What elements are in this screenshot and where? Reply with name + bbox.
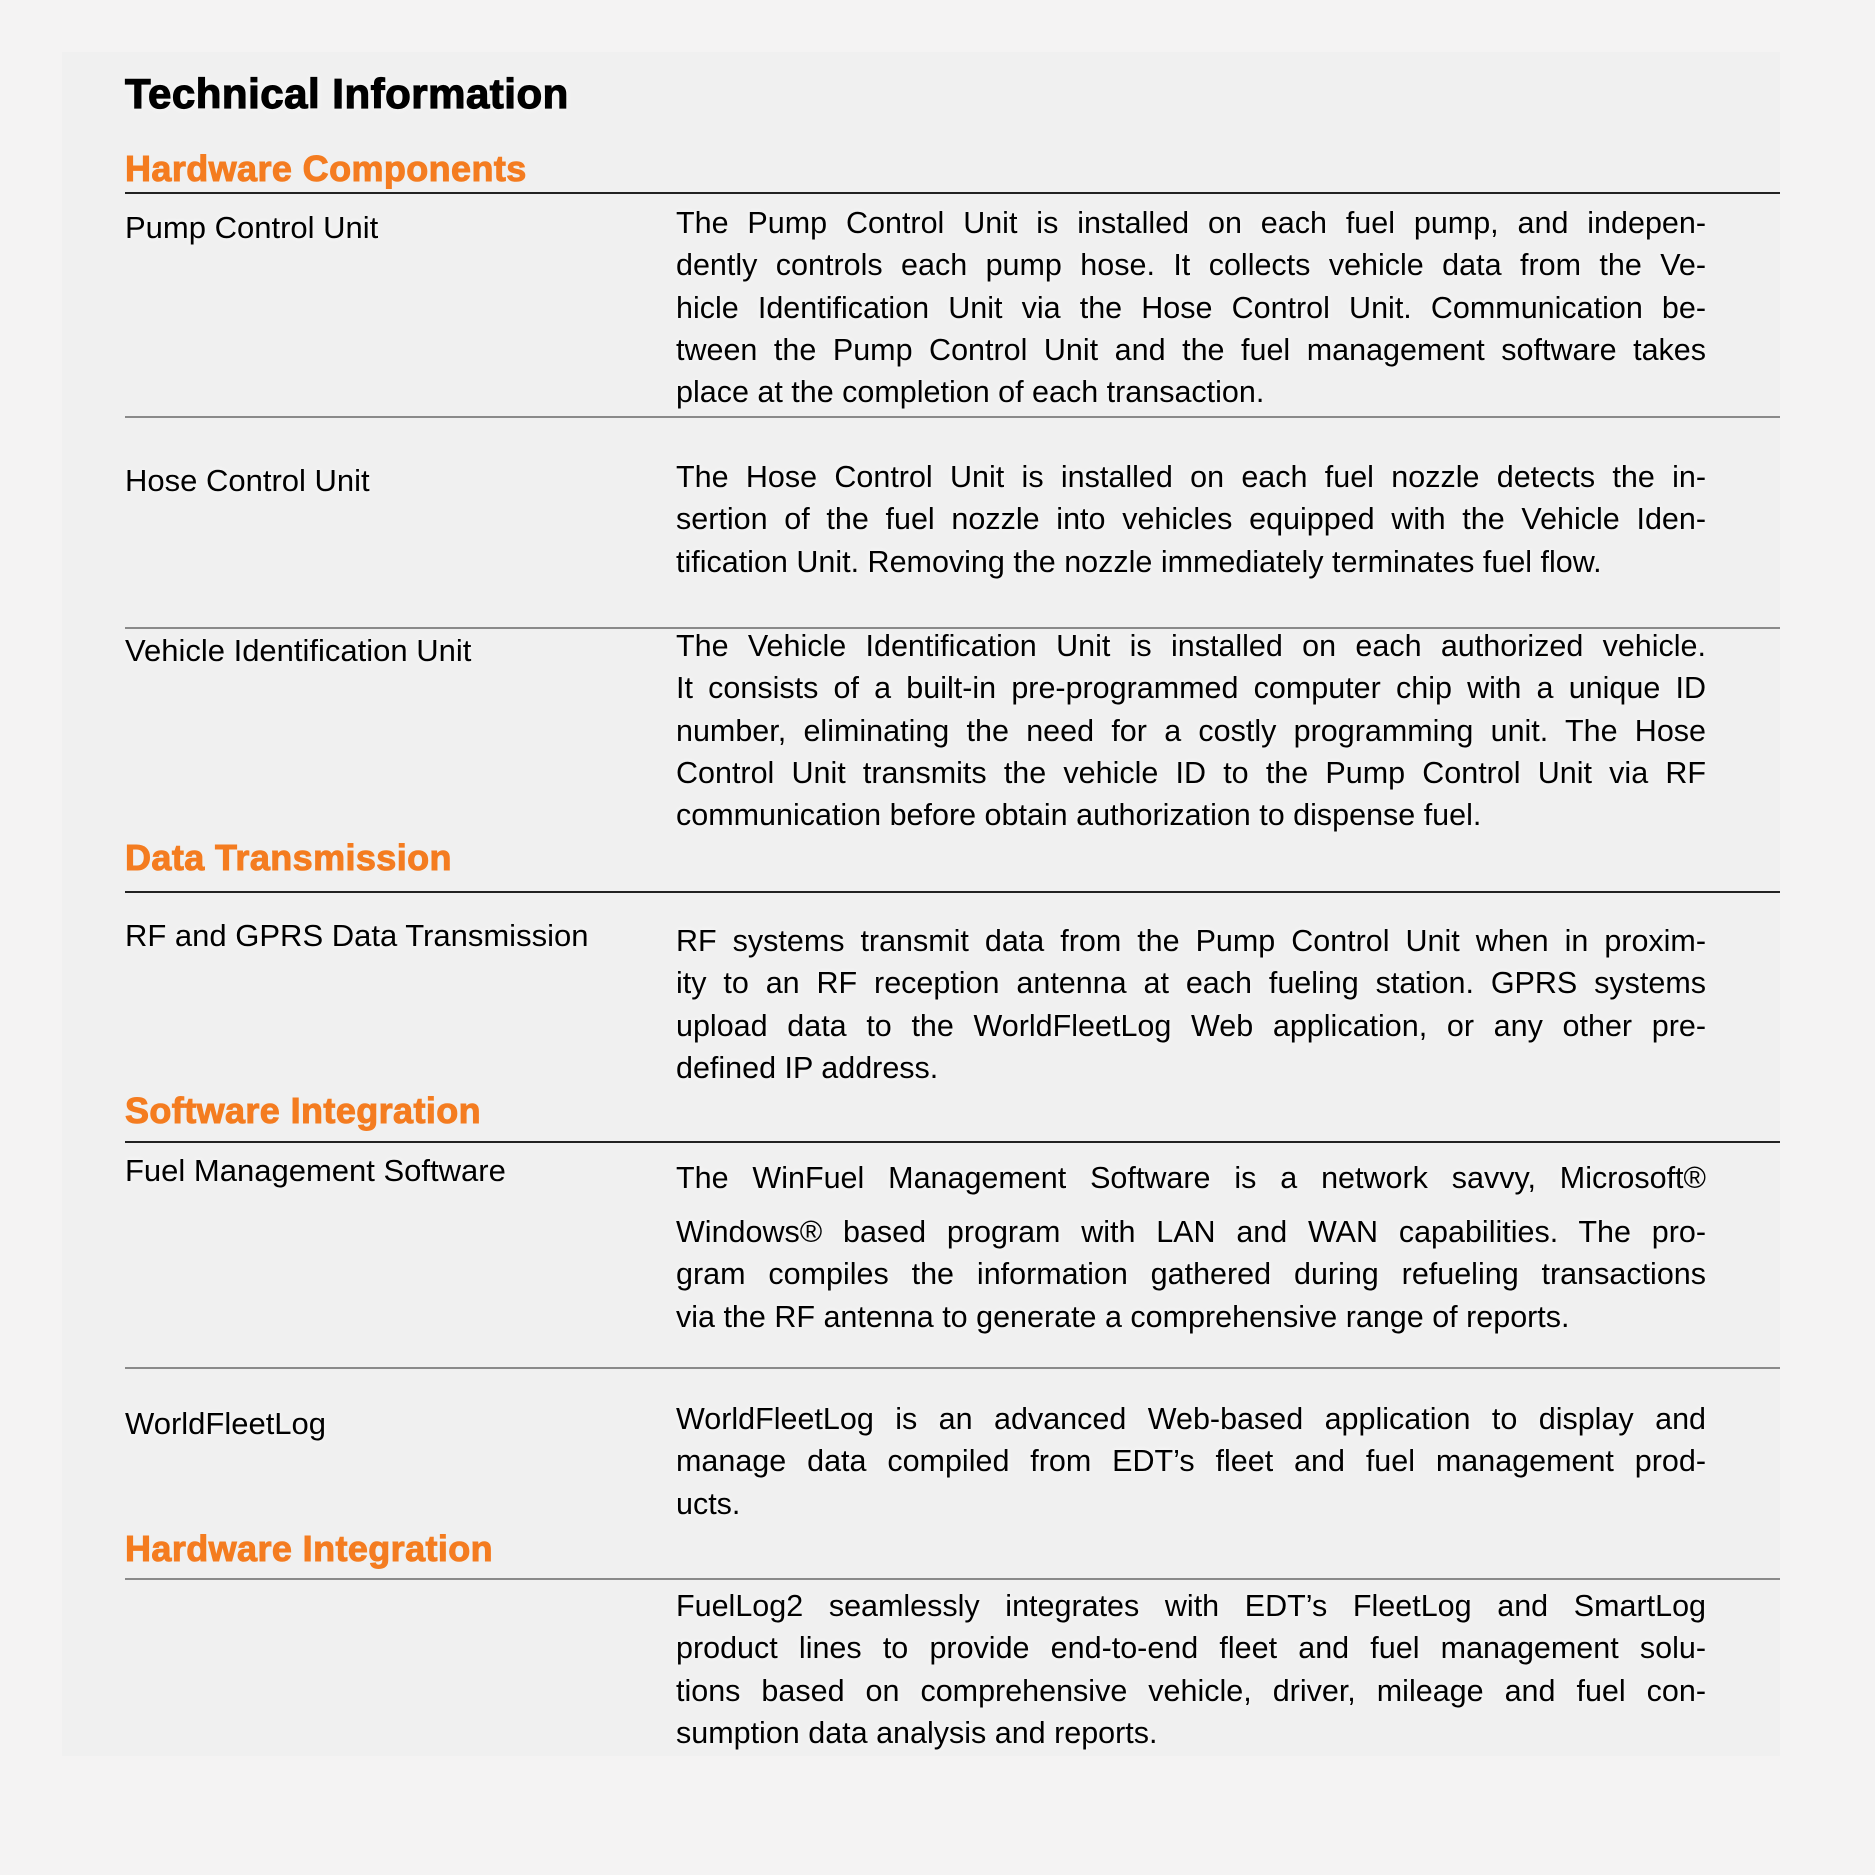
desc-line: communication before obtain authorization to dispense fuel. [676,798,1482,833]
row-description-hardware-integration [676,1585,1706,1754]
row-label-hose-control-unit: Hose Control Unit [125,463,370,498]
desc-line: ity to an RF reception antenna at each fueling station. GPRS systems [676,966,1706,1001]
row-description-hose-control-unit [676,456,1706,583]
desc-line: number, eliminating the need for a costly programming unit. The Hose [676,713,1706,748]
row-description-vehicle-identification-unit [676,625,1706,836]
page-title: Technical Information [125,70,569,117]
desc-line: Windows® based program with LAN and WAN capabilities. The pro- [676,1215,1706,1249]
desc-line: FuelLog2 seamlessly integrates with EDT’s FleetLog and SmartLog [676,1589,1706,1623]
section-heading-hardware-components: Hardware Components [125,148,527,189]
section-divider [125,1141,1780,1143]
row-divider [125,1367,1780,1369]
desc-line: Control Unit transmits the vehicle ID to the Pump Control Unit via RF [676,755,1706,790]
desc-line: manage data compiled from EDT’s fleet and fuel management prod- [676,1444,1706,1479]
section-heading-data-transmission: Data Transmission [125,837,452,878]
desc-line: tification Unit. Removing the nozzle immediately terminates fuel flow. [676,544,1602,579]
desc-line: WorldFleetLog is an advanced Web-based application to display and [676,1402,1706,1436]
desc-line: dently controls each pump hose. It collects vehicle data from the Ve- [676,248,1706,283]
desc-line: RF systems transmit data from the Pump Control Unit when in proxim- [676,924,1706,958]
desc-line: gram compiles the information gathered during refueling transactions [676,1257,1706,1292]
desc-line: The WinFuel Management Software is a network savvy, Microsoft® [676,1161,1706,1195]
desc-line: defined IP address. [676,1050,939,1085]
desc-line: tions based on comprehensive vehicle, driver, mileage and fuel con- [676,1673,1706,1708]
section-heading-hardware-integration: Hardware Integration [125,1528,494,1569]
desc-line: upload data to the WorldFleetLog Web application, or any other pre- [676,1008,1706,1043]
desc-line: ucts. [676,1486,741,1521]
section-divider [125,1578,1780,1580]
row-label-rf-gprs-data-transmission: RF and GPRS Data Transmission [125,918,589,953]
row-divider [125,416,1780,418]
row-description-pump-control-unit [676,202,1706,413]
section-divider [125,192,1780,194]
section-heading-software-integration: Software Integration [125,1090,482,1131]
desc-line: The Vehicle Identification Unit is installed on each authorized vehicle. [676,629,1706,663]
desc-line: product lines to provide end-to-end fleet and fuel management solu- [676,1631,1706,1666]
desc-line: tween the Pump Control Unit and the fuel management software takes [676,332,1706,367]
row-label-worldfleetlog: WorldFleetLog [125,1406,327,1441]
row-description-rf-gprs-data-transmission [676,920,1706,1089]
desc-line: sertion of the fuel nozzle into vehicles equipped with the Vehicle Iden- [676,502,1706,537]
row-label-pump-control-unit: Pump Control Unit [125,210,379,245]
desc-line: The Pump Control Unit is installed on each fuel pump, and indepen- [676,206,1706,240]
desc-line: It consists of a built-in pre-programmed computer chip with a unique ID [676,671,1706,706]
desc-line: place at the completion of each transaction. [676,375,1265,410]
desc-line: via the RF antenna to generate a comprehensive range of reports. [676,1299,1570,1334]
row-label-fuel-management-software: Fuel Management Software [125,1153,506,1188]
row-label-vehicle-identification-unit: Vehicle Identification Unit [125,633,472,668]
desc-line: sumption data analysis and reports. [676,1715,1158,1750]
desc-line: hicle Identification Unit via the Hose Control Unit. Communication be- [676,290,1706,325]
row-description-fuel-management-software [676,1156,1706,1337]
desc-line: The Hose Control Unit is installed on each fuel nozzle detects the in- [676,460,1706,494]
section-divider [125,891,1780,893]
row-description-worldfleetlog [676,1398,1706,1525]
